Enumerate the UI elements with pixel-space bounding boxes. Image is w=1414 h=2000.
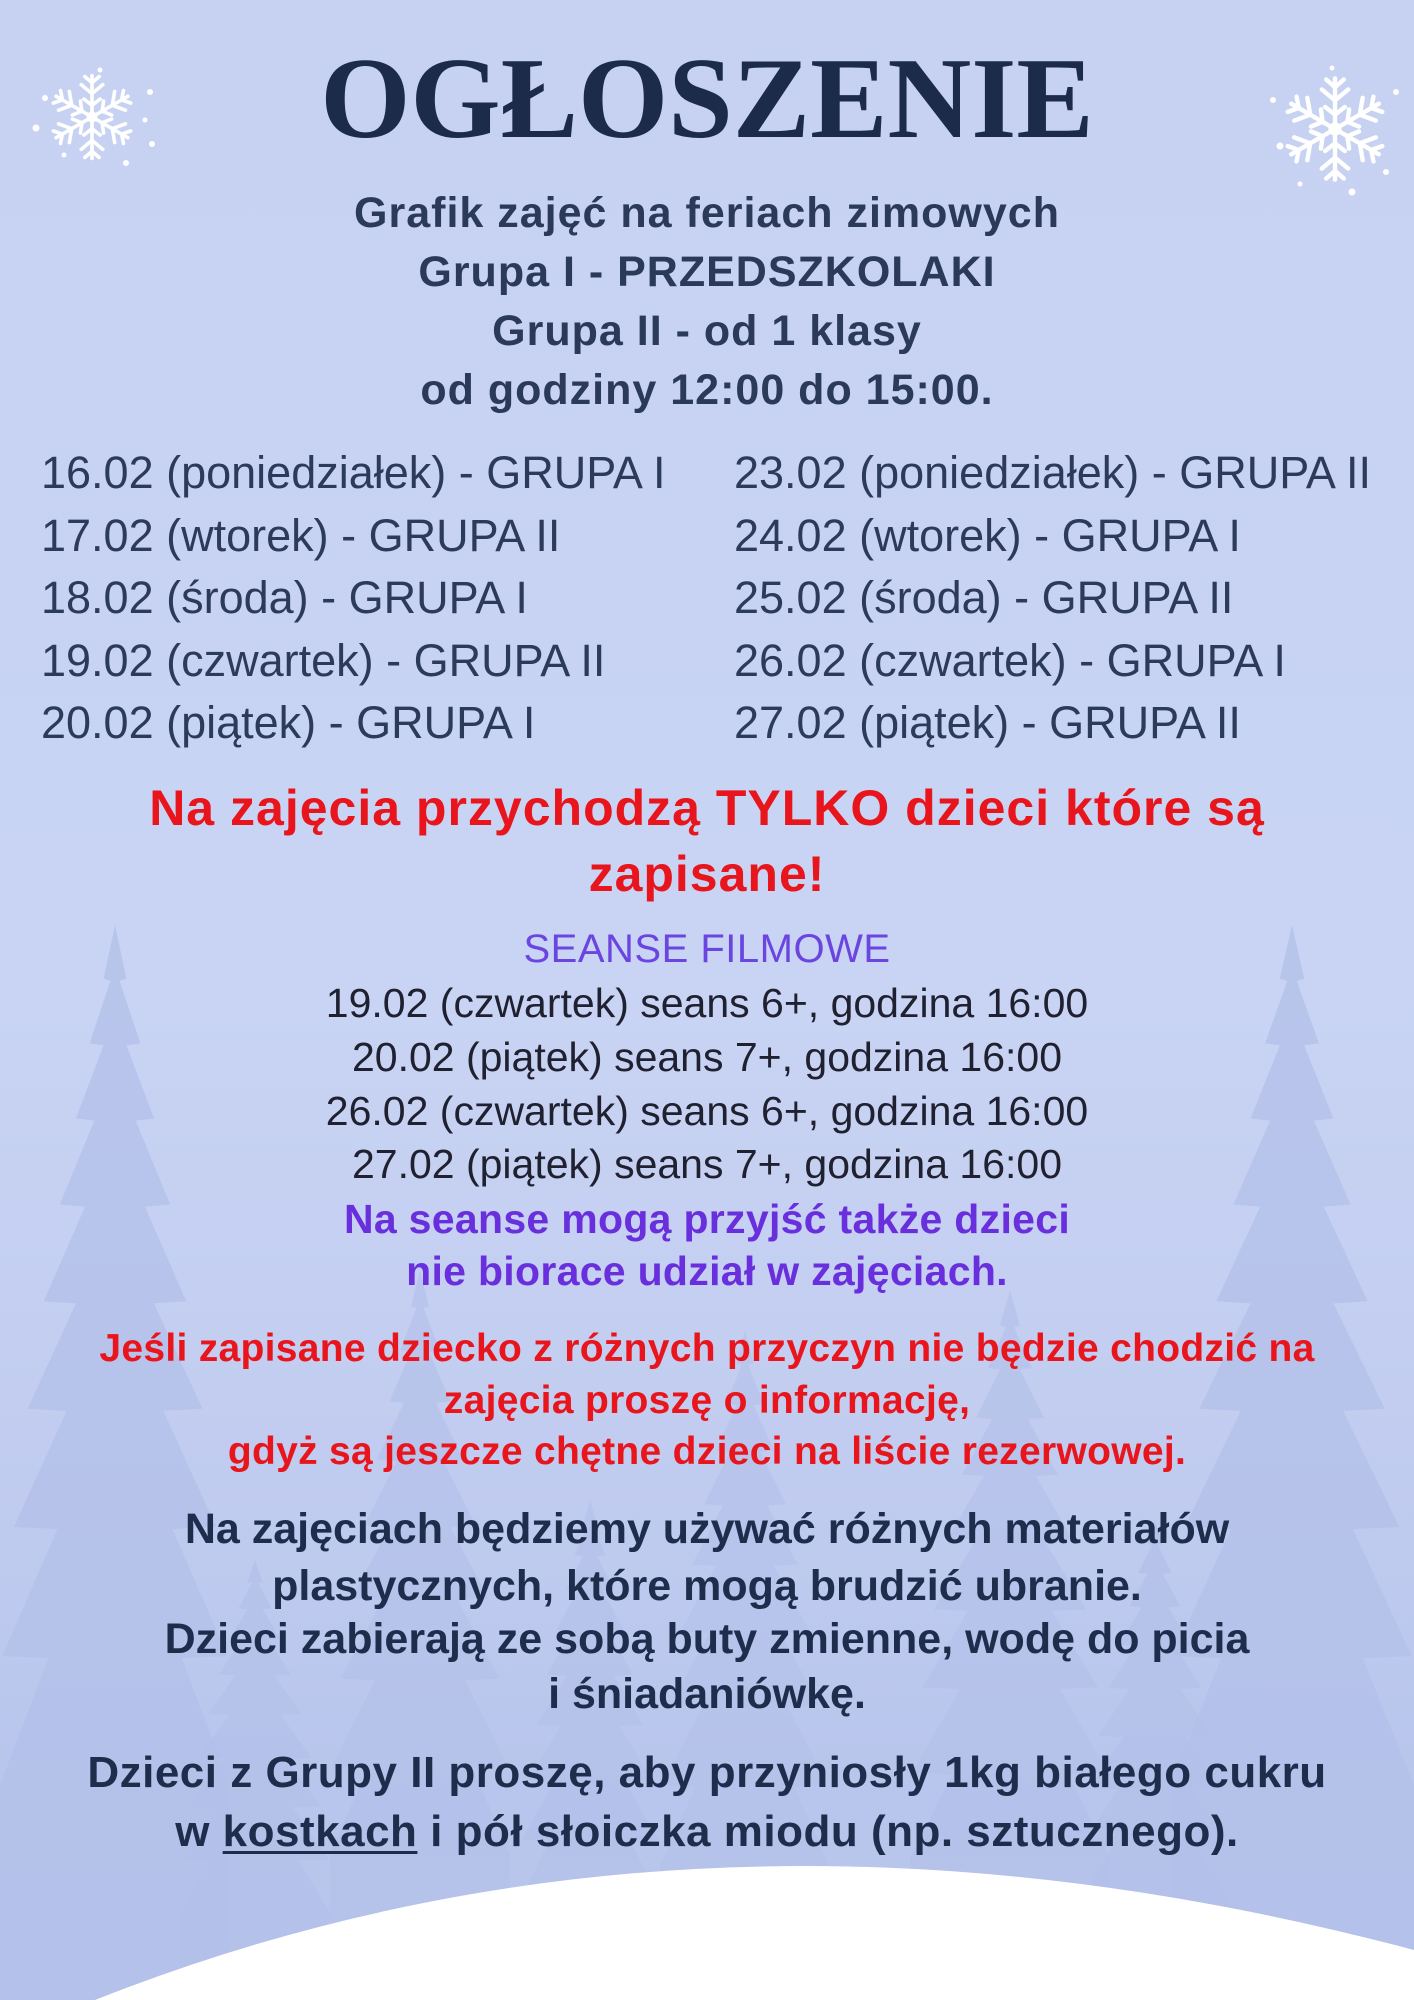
- schedule-entry: 25.02 (środa) - GRUPA II: [734, 572, 1234, 623]
- group2-request-line: [0, 1805, 1414, 1858]
- screening-item: 26.02 (czwartek) seans 6+, godzina 16:00: [325, 1088, 1089, 1134]
- screening-item: 19.02 (czwartek) seans 6+, godzina 16:00: [325, 980, 1089, 1026]
- schedule-entry: 17.02 (wtorek) - GRUPA II: [41, 510, 561, 561]
- group2-request-text: w: [175, 1807, 223, 1856]
- group2-request-line: Dzieci z Grupy II proszę, aby przyniosły 1kg białego cukru: [87, 1748, 1327, 1797]
- schedule-entry: 23.02 (poniedziałek) - GRUPA II: [734, 447, 1371, 498]
- materials-notice-line: Dzieci zabierają ze sobą buty zmienne, wodę do picia: [164, 1615, 1250, 1663]
- intro-line: od godziny 12:00 do 15:00.: [420, 366, 994, 414]
- intro-line: Grafik zajęć na feriach zimowych: [354, 189, 1060, 237]
- group2-request-text: i pół słoiczka miodu (np. sztucznego).: [417, 1807, 1239, 1856]
- schedule-entry: 18.02 (środa) - GRUPA I: [41, 572, 528, 623]
- registration-notice-line: zapisane!: [588, 846, 826, 902]
- intro-line: Grupa II - od 1 klasy: [492, 307, 922, 355]
- absence-notice-line: gdyż są jeszcze chętne dzieci na liście rezerwowej.: [227, 1430, 1187, 1473]
- screenings-note-line: Na seanse mogą przyjść także dzieci: [343, 1196, 1071, 1242]
- schedule-entry: 16.02 (poniedziałek) - GRUPA I: [41, 447, 666, 498]
- schedule-entry: 27.02 (piątek) - GRUPA II: [734, 697, 1241, 748]
- screening-item: 27.02 (piątek) seans 7+, godzina 16:00: [351, 1141, 1063, 1187]
- absence-notice-line: Jeśli zapisane dziecko z różnych przyczyn nie będzie chodzić na: [99, 1327, 1315, 1370]
- materials-notice-line: plastycznych, które mogą brudzić ubranie.: [272, 1562, 1142, 1610]
- schedule-entry: 24.02 (wtorek) - GRUPA I: [734, 510, 1241, 561]
- materials-notice-line: i śniadaniówkę.: [548, 1670, 866, 1718]
- screenings-note-line: nie biorace udział w zajęciach.: [406, 1248, 1008, 1294]
- absence-notice-line: zajęcia proszę o informację,: [443, 1379, 971, 1422]
- page-title: OGŁOSZENIE: [320, 35, 1094, 163]
- schedule-entry: 19.02 (czwartek) - GRUPA II: [41, 635, 606, 686]
- schedule-entry: 26.02 (czwartek) - GRUPA I: [734, 635, 1286, 686]
- intro-line: Grupa I - PRZEDSZKOLAKI: [418, 248, 996, 296]
- screening-item: 20.02 (piątek) seans 7+, godzina 16:00: [351, 1034, 1063, 1080]
- schedule-entry: 20.02 (piątek) - GRUPA I: [41, 697, 536, 748]
- underlined-word: kostkach: [222, 1807, 418, 1856]
- materials-notice-line: Na zajęciach będziemy używać różnych materiałów: [184, 1505, 1230, 1553]
- screenings-heading: SEANSE FILMOWE: [523, 927, 891, 971]
- registration-notice-line: Na zajęcia przychodzą TYLKO dzieci które są: [149, 780, 1265, 836]
